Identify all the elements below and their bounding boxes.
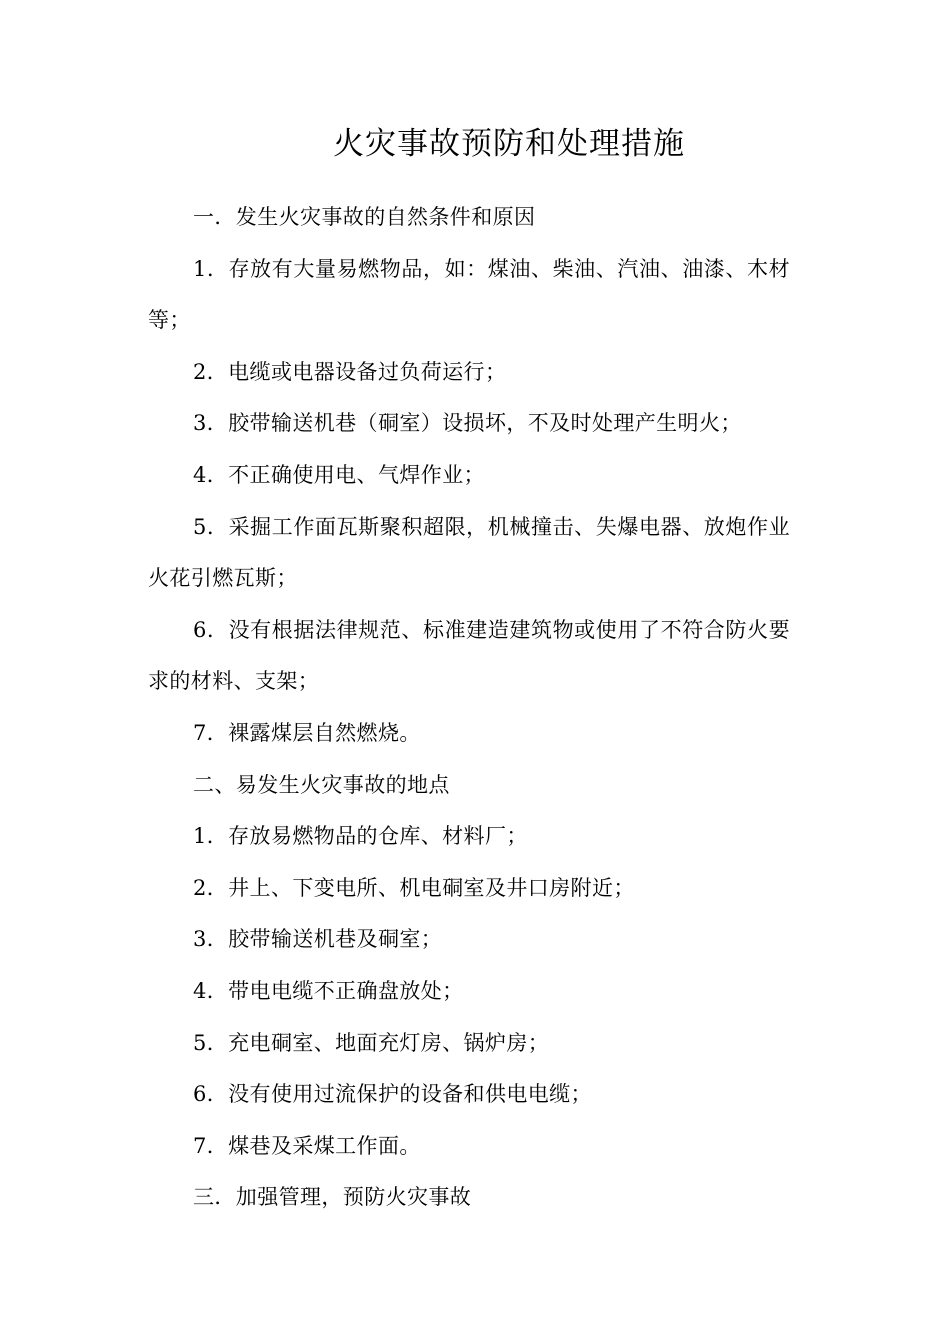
list-item: 7．裸露煤层自然燃烧。 xyxy=(193,720,421,745)
section-heading-prevention: 三．加强管理，预防火灾事故 xyxy=(193,1185,472,1210)
list-item: 1．存放有大量易燃物品，如：煤油、柴油、汽油、油漆、木材等； xyxy=(148,256,790,333)
list-item: 1．存放易燃物品的仓库、材料厂； xyxy=(193,824,528,849)
list-item: 6．没有使用过流保护的设备和供电电缆； xyxy=(193,1082,592,1107)
list-item: 5．充电硐室、地面充灯房、锅炉房； xyxy=(193,1030,550,1055)
list-item: 4．带电电缆不正确盘放处； xyxy=(193,978,464,1003)
list-item: 7．煤巷及采煤工作面。 xyxy=(193,1133,421,1158)
list-item: 4．不正确使用电、气焊作业； xyxy=(193,462,485,487)
list-item: 6．没有根据法律规范、标准建造建筑物或使用了不符合防火要求的材料、支架； xyxy=(148,617,790,694)
section-heading-locations: 二、易发生火灾事故的地点 xyxy=(193,772,450,797)
document-title: 火灾事故预防和处理措施 xyxy=(333,126,685,162)
list-item: 2．井上、下变电所、机电硐室及井口房附近； xyxy=(193,875,635,900)
list-item: 2．电缆或电器设备过负荷运行； xyxy=(193,359,507,384)
document-body xyxy=(148,192,790,1224)
section-heading-causes: 一．发生火灾事故的自然条件和原因 xyxy=(193,205,536,229)
list-item: 5．采掘工作面瓦斯聚积超限，机械撞击、失爆电器、放炮作业火花引燃瓦斯； xyxy=(148,514,790,591)
list-item: 3．胶带输送机巷（硐室）设损坏，不及时处理产生明火； xyxy=(193,411,742,436)
list-item: 3．胶带输送机巷及硐室； xyxy=(193,927,443,952)
